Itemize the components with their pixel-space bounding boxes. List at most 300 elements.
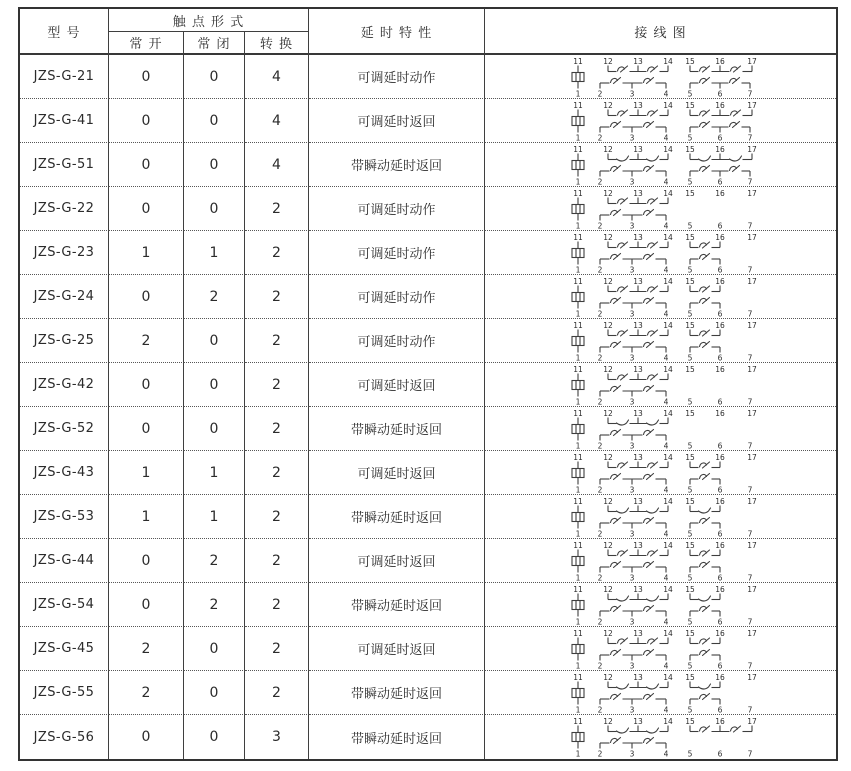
contact-group [600,386,666,397]
contact-group [690,594,720,602]
svg-text:5: 5 [687,441,693,451]
normally-closed-cell: 1 [184,451,245,495]
contact-group [600,474,666,485]
wiring-diagram-cell [485,55,836,99]
contact-group [690,154,752,162]
svg-text:11: 11 [573,629,583,638]
wiring-diagram [485,319,836,363]
svg-text:11: 11 [573,497,583,506]
wiring-diagram-cell [485,495,836,539]
svg-text:11: 11 [573,365,583,374]
svg-text:11: 11 [573,409,583,418]
svg-text:11: 11 [573,101,583,110]
delay-characteristic-cell: 可调延时返回 [309,363,485,407]
normally-open-cell: 1 [109,495,184,539]
svg-text:6: 6 [717,309,723,319]
model-cell: JZS-G-51 [20,143,109,187]
svg-text:12: 12 [603,497,613,506]
svg-text:6: 6 [717,485,723,495]
wiring-diagram [485,231,836,275]
contact-group [600,650,666,661]
model-cell: JZS-G-22 [20,187,109,231]
header-normally-open: 常 开 [109,32,184,55]
svg-text:1: 1 [575,441,581,451]
svg-text:5: 5 [687,573,693,583]
svg-text:16: 16 [715,277,725,286]
normally-closed-cell: 0 [184,319,245,363]
svg-text:3: 3 [629,353,635,363]
svg-text:13: 13 [633,145,643,154]
contact-group [690,506,720,514]
svg-text:14: 14 [663,585,673,594]
svg-text:2: 2 [597,441,603,451]
svg-text:4: 4 [663,441,669,451]
svg-text:7: 7 [747,397,753,407]
svg-text:3: 3 [629,221,635,231]
wiring-diagram [485,275,836,319]
svg-text:17: 17 [747,277,757,286]
contact-group [600,562,666,573]
svg-text:1: 1 [575,89,581,99]
svg-text:7: 7 [747,529,753,539]
header-changeover: 转 换 [245,32,309,55]
svg-text:4: 4 [663,617,669,627]
svg-text:14: 14 [663,453,673,462]
wiring-diagram [485,363,836,407]
svg-text:16: 16 [715,321,725,330]
svg-text:6: 6 [717,441,723,451]
contact-group [690,330,720,337]
svg-text:4: 4 [663,177,669,187]
contact-group [690,286,720,293]
normally-open-cell: 2 [109,627,184,671]
svg-text:3: 3 [629,485,635,495]
contact-group [600,166,666,177]
svg-text:7: 7 [747,177,753,187]
svg-text:14: 14 [663,233,673,242]
changeover-cell: 3 [245,715,309,759]
svg-text:2: 2 [597,265,603,275]
svg-text:2: 2 [597,177,603,187]
svg-text:2: 2 [597,749,603,759]
contact-group [690,550,720,557]
contact-group [608,286,668,293]
header-normally-closed: 常 闭 [184,32,245,55]
changeover-cell: 2 [245,275,309,319]
wiring-diagram-cell [485,319,836,363]
contact-group [690,638,720,645]
svg-text:2: 2 [597,617,603,627]
svg-text:14: 14 [663,629,673,638]
changeover-cell: 2 [245,451,309,495]
normally-open-cell: 1 [109,451,184,495]
changeover-cell: 4 [245,55,309,99]
wiring-diagram [485,99,836,143]
header-contact-form: 触 点 形 式 [109,9,309,32]
svg-text:17: 17 [747,321,757,330]
svg-text:5: 5 [687,485,693,495]
contact-group [690,298,720,309]
svg-text:7: 7 [747,265,753,275]
delay-characteristic-cell: 可调延时返回 [309,451,485,495]
svg-text:13: 13 [633,497,643,506]
svg-text:14: 14 [663,497,673,506]
delay-characteristic-cell: 可调延时动作 [309,55,485,99]
contact-group [690,694,720,705]
svg-text:14: 14 [663,57,673,66]
svg-text:5: 5 [687,221,693,231]
svg-text:4: 4 [663,661,669,671]
svg-text:3: 3 [629,133,635,143]
svg-text:16: 16 [715,145,725,154]
contact-group [600,518,666,529]
svg-text:11: 11 [573,453,583,462]
svg-text:4: 4 [663,89,669,99]
svg-text:12: 12 [603,541,613,550]
changeover-cell: 2 [245,363,309,407]
svg-text:5: 5 [687,617,693,627]
svg-text:13: 13 [633,233,643,242]
svg-text:6: 6 [717,661,723,671]
coil-symbol [572,506,584,529]
coil-symbol [572,638,584,661]
svg-text:3: 3 [629,265,635,275]
svg-text:7: 7 [747,485,753,495]
svg-text:17: 17 [747,673,757,682]
coil-symbol [572,682,584,705]
wiring-diagram-cell [485,99,836,143]
svg-text:6: 6 [717,397,723,407]
delay-characteristic-cell: 带瞬动延时返回 [309,407,485,451]
svg-text:7: 7 [747,133,753,143]
svg-text:3: 3 [629,89,635,99]
wiring-diagram [485,583,836,627]
contact-group [690,242,720,249]
svg-text:14: 14 [663,277,673,286]
svg-text:7: 7 [747,617,753,627]
svg-text:14: 14 [663,409,673,418]
svg-text:2: 2 [597,573,603,583]
svg-text:15: 15 [685,541,695,550]
svg-text:13: 13 [633,321,643,330]
svg-text:4: 4 [663,221,669,231]
svg-text:2: 2 [597,705,603,715]
svg-text:16: 16 [715,585,725,594]
svg-text:1: 1 [575,529,581,539]
changeover-cell: 2 [245,407,309,451]
svg-text:15: 15 [685,629,695,638]
contact-group [690,166,750,177]
contact-group [608,242,668,249]
normally-closed-cell: 2 [184,539,245,583]
svg-text:17: 17 [747,453,757,462]
svg-text:6: 6 [717,265,723,275]
normally-closed-cell: 0 [184,143,245,187]
svg-text:5: 5 [687,89,693,99]
svg-text:17: 17 [747,497,757,506]
model-cell: JZS-G-41 [20,99,109,143]
svg-text:13: 13 [633,629,643,638]
contact-group [690,474,720,485]
svg-text:12: 12 [603,189,613,198]
wiring-diagram [485,55,836,99]
changeover-cell: 2 [245,187,309,231]
delay-characteristic-cell: 带瞬动延时返回 [309,495,485,539]
contact-group [608,198,668,205]
svg-text:16: 16 [715,673,725,682]
wiring-diagram-cell [485,671,836,715]
delay-characteristic-cell: 带瞬动延时返回 [309,143,485,187]
wiring-diagram-cell [485,231,836,275]
contact-group [608,506,668,514]
normally-closed-cell: 0 [184,407,245,451]
svg-text:6: 6 [717,177,723,187]
svg-text:3: 3 [629,177,635,187]
svg-text:2: 2 [597,221,603,231]
svg-text:15: 15 [685,321,695,330]
coil-symbol [572,110,584,133]
svg-text:5: 5 [687,397,693,407]
svg-text:5: 5 [687,309,693,319]
contact-group [600,606,666,617]
svg-text:1: 1 [575,353,581,363]
wiring-diagram [485,451,836,495]
normally-closed-cell: 2 [184,583,245,627]
svg-text:5: 5 [687,177,693,187]
svg-text:13: 13 [633,673,643,682]
contact-group [608,66,668,73]
contact-group [608,594,668,602]
contact-group [600,342,666,353]
contact-group [608,462,668,469]
svg-text:7: 7 [747,309,753,319]
svg-text:1: 1 [575,221,581,231]
svg-text:6: 6 [717,133,723,143]
svg-text:1: 1 [575,133,581,143]
changeover-cell: 2 [245,583,309,627]
svg-text:2: 2 [597,309,603,319]
coil-symbol [572,330,584,353]
svg-text:14: 14 [663,673,673,682]
svg-text:12: 12 [603,585,613,594]
delay-characteristic-cell: 可调延时动作 [309,275,485,319]
contact-group [608,110,668,117]
svg-text:6: 6 [717,749,723,759]
delay-characteristic-cell: 带瞬动延时返回 [309,671,485,715]
normally-closed-cell: 0 [184,55,245,99]
wiring-diagram [485,539,836,583]
svg-text:17: 17 [747,233,757,242]
delay-characteristic-cell: 可调延时返回 [309,539,485,583]
svg-text:15: 15 [685,233,695,242]
coil-symbol [572,594,584,617]
svg-text:16: 16 [715,541,725,550]
coil-symbol [572,550,584,573]
changeover-cell: 2 [245,539,309,583]
normally-closed-cell: 0 [184,187,245,231]
header-model: 型 号 [20,9,109,55]
svg-text:12: 12 [603,717,613,726]
svg-text:1: 1 [575,705,581,715]
svg-text:5: 5 [687,353,693,363]
wiring-diagram [485,715,836,759]
delay-characteristic-cell: 可调延时返回 [309,99,485,143]
svg-text:6: 6 [717,221,723,231]
svg-text:13: 13 [633,365,643,374]
svg-text:16: 16 [715,497,725,506]
svg-text:1: 1 [575,177,581,187]
svg-text:13: 13 [633,189,643,198]
changeover-cell: 4 [245,99,309,143]
svg-text:2: 2 [597,397,603,407]
svg-text:3: 3 [629,309,635,319]
svg-text:17: 17 [747,585,757,594]
contact-group [608,418,668,426]
wiring-diagram [485,187,836,231]
contact-group [690,342,720,353]
model-cell: JZS-G-55 [20,671,109,715]
changeover-cell: 2 [245,671,309,715]
svg-text:1: 1 [575,485,581,495]
normally-open-cell: 0 [109,583,184,627]
svg-text:2: 2 [597,529,603,539]
svg-text:7: 7 [747,89,753,99]
svg-text:3: 3 [629,573,635,583]
normally-open-cell: 0 [109,143,184,187]
contact-group [608,154,668,162]
wiring-diagram-cell [485,363,836,407]
svg-text:13: 13 [633,101,643,110]
contact-group [690,78,750,89]
svg-text:15: 15 [685,673,695,682]
wiring-diagram-cell [485,451,836,495]
svg-text:14: 14 [663,541,673,550]
contact-group [600,738,666,749]
model-cell: JZS-G-43 [20,451,109,495]
svg-text:15: 15 [685,497,695,506]
svg-text:16: 16 [715,453,725,462]
wiring-diagram-cell [485,187,836,231]
svg-text:7: 7 [747,705,753,715]
svg-text:15: 15 [685,57,695,66]
svg-text:17: 17 [747,145,757,154]
svg-text:6: 6 [717,573,723,583]
contact-group [690,682,720,690]
changeover-cell: 2 [245,495,309,539]
svg-text:4: 4 [663,529,669,539]
contact-group [608,550,668,557]
svg-text:7: 7 [747,441,753,451]
svg-text:1: 1 [575,749,581,759]
changeover-cell: 2 [245,627,309,671]
svg-text:15: 15 [685,145,695,154]
normally-closed-cell: 0 [184,715,245,759]
svg-text:5: 5 [687,705,693,715]
svg-text:14: 14 [663,189,673,198]
coil-symbol [572,286,584,309]
wiring-diagram [485,671,836,715]
svg-text:12: 12 [603,673,613,682]
contact-group [608,374,668,381]
svg-text:7: 7 [747,353,753,363]
svg-text:4: 4 [663,265,669,275]
wiring-diagram-cell [485,715,836,759]
svg-text:2: 2 [597,133,603,143]
svg-text:6: 6 [717,617,723,627]
svg-text:14: 14 [663,365,673,374]
model-cell: JZS-G-44 [20,539,109,583]
svg-text:15: 15 [685,409,695,418]
svg-text:2: 2 [597,485,603,495]
svg-text:1: 1 [575,661,581,671]
svg-text:7: 7 [747,749,753,759]
contact-group [600,430,666,441]
svg-text:4: 4 [663,573,669,583]
coil-symbol [572,242,584,265]
svg-text:14: 14 [663,321,673,330]
coil-symbol [572,374,584,397]
contact-group [608,330,668,337]
svg-text:1: 1 [575,573,581,583]
svg-text:12: 12 [603,57,613,66]
model-cell: JZS-G-23 [20,231,109,275]
coil-symbol [572,418,584,441]
contact-group [690,726,752,733]
contact-group [600,78,666,89]
svg-text:3: 3 [629,397,635,407]
svg-text:3: 3 [629,617,635,627]
model-cell: JZS-G-53 [20,495,109,539]
wiring-diagram [485,407,836,451]
svg-text:6: 6 [717,89,723,99]
relay-spec-table [18,7,838,761]
model-cell: JZS-G-52 [20,407,109,451]
svg-text:11: 11 [573,541,583,550]
wiring-diagram [485,627,836,671]
svg-text:5: 5 [687,265,693,275]
svg-text:13: 13 [633,717,643,726]
svg-text:12: 12 [603,277,613,286]
contact-group [690,606,720,617]
delay-characteristic-cell: 可调延时返回 [309,627,485,671]
coil-symbol [572,66,584,89]
svg-text:2: 2 [597,353,603,363]
svg-text:3: 3 [629,441,635,451]
svg-text:11: 11 [573,57,583,66]
contact-group [600,254,666,265]
contact-group [600,298,666,309]
svg-text:17: 17 [747,629,757,638]
svg-text:3: 3 [629,661,635,671]
coil-symbol [572,462,584,485]
contact-group [690,518,720,529]
contact-group [690,650,720,661]
normally-closed-cell: 0 [184,627,245,671]
svg-text:16: 16 [715,233,725,242]
model-cell: JZS-G-24 [20,275,109,319]
contact-group [690,254,720,265]
wiring-diagram-cell [485,275,836,319]
wiring-diagram [485,495,836,539]
normally-open-cell: 2 [109,671,184,715]
wiring-diagram-cell [485,539,836,583]
wiring-diagram-cell [485,583,836,627]
svg-text:16: 16 [715,409,725,418]
svg-text:14: 14 [663,717,673,726]
model-cell: JZS-G-42 [20,363,109,407]
svg-text:16: 16 [715,57,725,66]
svg-text:17: 17 [747,717,757,726]
